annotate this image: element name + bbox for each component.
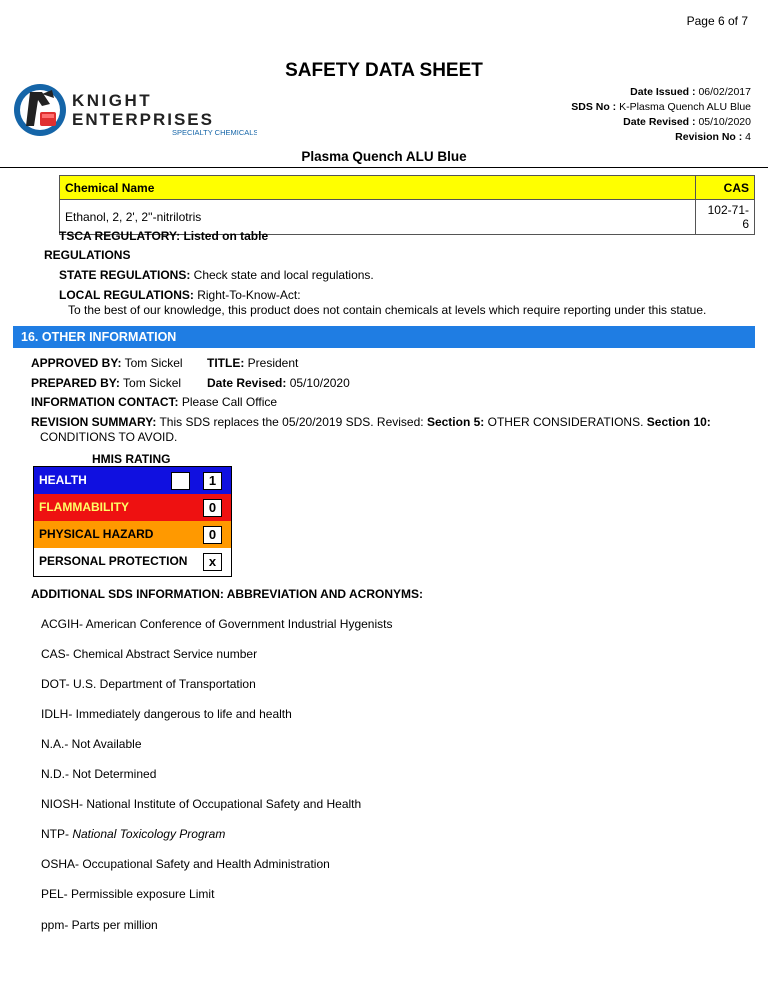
acronym-item: DOT- U.S. Department of Transportation xyxy=(41,677,256,691)
acronym-item: N.A.- Not Available xyxy=(41,737,142,751)
sds-number: SDS No : K-Plasma Quench ALU Blue xyxy=(571,101,751,113)
prepared-by: PREPARED BY: Tom Sickel xyxy=(31,376,182,390)
header-chemical-name: Chemical Name xyxy=(60,176,696,200)
section-16-header: 16. OTHER INFORMATION xyxy=(13,326,755,348)
hmis-physical-hazard-row: PHYSICAL HAZARD 0 xyxy=(34,521,231,548)
company-logo xyxy=(12,82,257,138)
table-header-row xyxy=(60,176,755,200)
hmis-personal-protection-value: x xyxy=(203,553,222,571)
date-revised-info: Date Revised: 05/10/2020 xyxy=(207,376,350,390)
acronym-item: PEL- Permissible exposure Limit xyxy=(41,887,215,901)
cell-chemical-name: Ethanol, 2, 2', 2''-nitrilotris xyxy=(60,200,696,235)
logo-line2: ENTERPRISES xyxy=(72,110,214,129)
revision-summary: REVISION SUMMARY: This SDS replaces the 05/20/2019 SDS. Revised: Section 5: OTHER CONSIDERATIONS. Section 10: xyxy=(31,415,711,429)
revision-summary-line2: CONDITIONS TO AVOID. xyxy=(40,430,178,444)
acronym-item: CAS- Chemical Abstract Service number xyxy=(41,647,258,661)
hmis-health-value: 1 xyxy=(203,472,222,490)
document-title: SAFETY DATA SHEET xyxy=(285,60,483,81)
logo-line1: KNIGHT xyxy=(72,91,153,110)
revision-number: Revision No : 4 xyxy=(675,131,751,143)
local-regulations: LOCAL REGULATIONS: Right-To-Know-Act: xyxy=(59,288,301,302)
hmis-flammability-value: 0 xyxy=(203,499,222,517)
acronym-item: ACGIH- American Conference of Government Industrial Hygenists xyxy=(41,617,393,631)
additional-info-heading: ADDITIONAL SDS INFORMATION: ABBREVIATION AND ACRONYMS: xyxy=(31,587,423,601)
regulations-heading: REGULATIONS xyxy=(44,248,131,262)
header-cas: CAS xyxy=(696,176,755,200)
date-revised: Date Revised : 05/10/2020 xyxy=(623,116,751,128)
acronym-item: IDLH- Immediately dangerous to life and health xyxy=(41,707,292,721)
acronym-item: NTP- National Toxicology Program xyxy=(41,827,226,841)
hmis-health-row: HEALTH 1 xyxy=(34,467,231,494)
hmis-physical-hazard-value: 0 xyxy=(203,526,222,544)
acronym-item: ppm- Parts per million xyxy=(41,918,158,932)
acronym-item: N.D.- Not Determined xyxy=(41,767,157,781)
logo-tagline: SPECIALTY CHEMICALS xyxy=(172,128,257,137)
page-number: Page 6 of 7 xyxy=(686,14,748,28)
information-contact: INFORMATION CONTACT: Please Call Office xyxy=(31,395,278,409)
hmis-health-blank xyxy=(171,472,190,490)
product-name: Plasma Quench ALU Blue xyxy=(301,149,467,164)
chemical-table xyxy=(59,175,755,235)
state-regulations: STATE REGULATIONS: Check state and local regulations. xyxy=(59,268,374,282)
approver-title: TITLE: President xyxy=(207,356,299,370)
cell-cas: 102-71-6 xyxy=(696,200,755,235)
header-divider xyxy=(0,167,768,168)
knight-logo-icon xyxy=(12,82,257,138)
local-regulations-note: To the best of our knowledge, this product does not contain chemicals at levels which require reporting under this statue. xyxy=(68,303,707,317)
date-issued: Date Issued : 06/02/2017 xyxy=(630,86,751,98)
tsca-regulatory: TSCA REGULATORY: Listed on table xyxy=(59,229,269,243)
hmis-personal-protection-row: PERSONAL PROTECTION x xyxy=(34,548,231,575)
acronym-item: NIOSH- National Institute of Occupational Safety and Health xyxy=(41,797,362,811)
acronym-item: OSHA- Occupational Safety and Health Administration xyxy=(41,857,330,871)
approved-by: APPROVED BY: Tom Sickel xyxy=(31,356,183,370)
hmis-flammability-row: FLAMMABILITY 0 xyxy=(34,494,231,521)
hmis-title: HMIS RATING xyxy=(92,452,171,466)
